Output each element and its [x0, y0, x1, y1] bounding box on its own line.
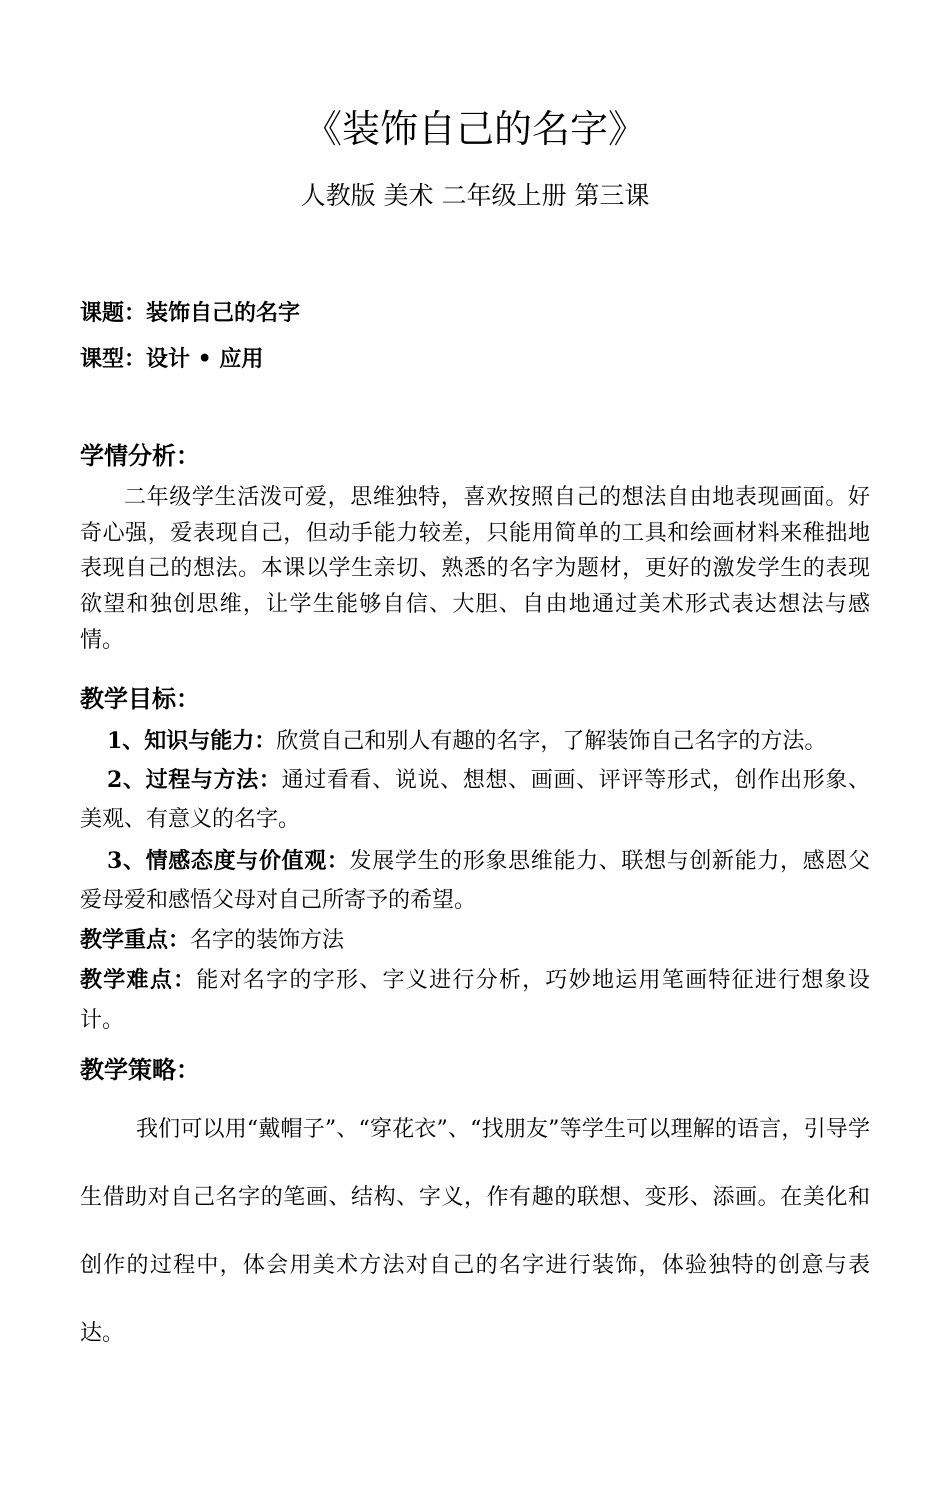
objective-item — [80, 761, 870, 839]
objective-text: 欣赏自己和别人有趣的名字，了解装饰自己名字的方法。 — [276, 729, 827, 754]
key-point-text: 名字的装饰方法 — [190, 928, 345, 953]
objective-text: 发展学生的形象思维能力、联想与创新能力，感恩父爱母爱和感悟父母对自己所寄予的希望。 — [80, 849, 870, 913]
objective-label: 1、知识与能力： — [107, 728, 277, 754]
document-subtitle: 人教版 美术 二年级上册 第三课 — [300, 181, 650, 210]
difficulty — [80, 960, 870, 1041]
strategy-heading: 教学策略： — [80, 1055, 200, 1084]
difficulty-text: 能对名字的字形、字义进行分析，巧妙地运用笔画特征进行想象设计。 — [80, 968, 870, 1033]
document-title: 《装饰自己的名字》 — [303, 107, 646, 151]
key-point — [80, 920, 870, 961]
objective-item — [80, 842, 870, 920]
lesson-topic: 课题：装饰自己的名字 — [80, 300, 301, 326]
analysis-heading: 学情分析： — [80, 441, 200, 470]
difficulty-label: 教学难点： — [80, 967, 197, 993]
analysis-paragraph: 二年级学生活泼可爱，思维独特，喜欢按照自己的想法自由地表现画面。好奇心强，爱表现自己，但动手能力较差，只能用简单的工具和绘画材料来稚拙地表现自己的想法。本课以学生亲切、熟悉的名字为题材，更好的激发学生的表现欲望和独创思维，让学生能够自信、大胆、自由地通过美术形式表达想法与感情。 — [80, 485, 870, 653]
objectives-heading: 教学目标： — [80, 684, 200, 713]
objective-label: 3、情感态度与价值观： — [107, 848, 350, 874]
lesson-type: 课型：设计 • 应用 — [80, 346, 264, 372]
objective-label: 2、过程与方法： — [107, 767, 282, 793]
key-point-label: 教学重点： — [80, 927, 191, 953]
objective-text: 通过看看、说说、想想、画画、评评等形式，创作出形象、美观、有意义的名字。 — [80, 768, 870, 832]
objective-item — [80, 722, 870, 761]
strategy-paragraph: 我们可以用“戴帽子”、“穿花衣”、“找朋友”等学生可以理解的语言，引导学生借助对自己名字的笔画、结构、字义，作有趣的联想、变形、添画。在美化和创作的过程中，体会用美术方法对自己的名字进行装饰，体验独特的创意与表达。 — [80, 1117, 870, 1346]
